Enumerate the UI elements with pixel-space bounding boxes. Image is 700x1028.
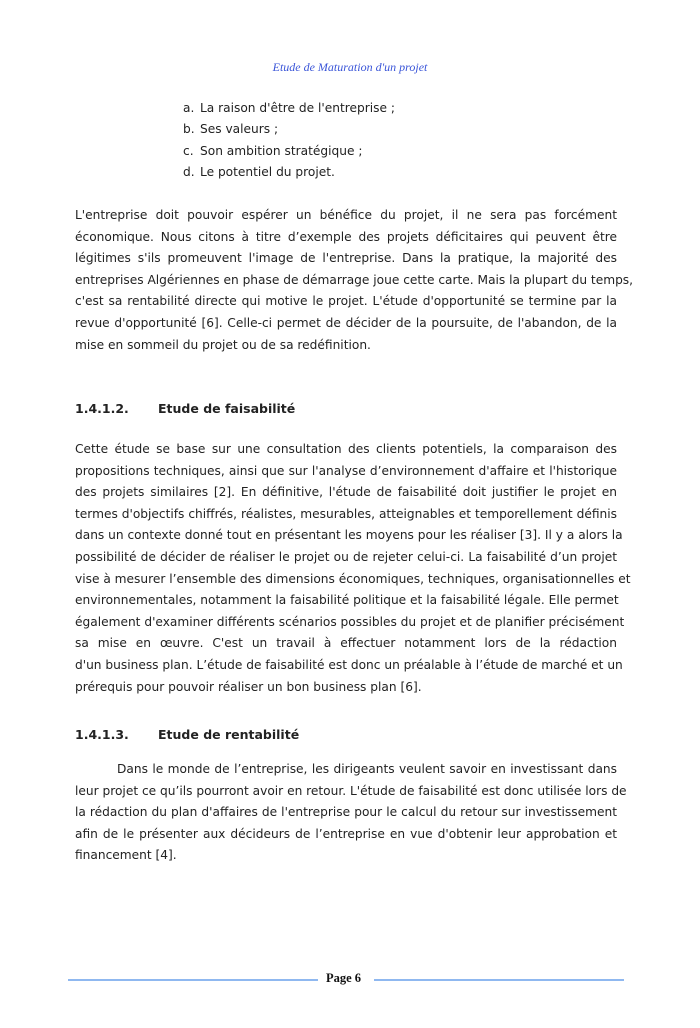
text-line: possibilité de décider de réaliser le projet ou de rejeter celui-ci. La faisabilité d’un projet xyxy=(75,549,617,564)
text-line: propositions techniques, ainsi que sur l'analyse d’environnement d'affaire et l'historique xyxy=(75,463,617,478)
section-number: 1.4.1.2. xyxy=(75,401,129,416)
text-line: la rédaction du plan d'affaires de l'entreprise pour le calcul du retour sur investissement xyxy=(75,805,617,820)
list-item xyxy=(183,119,395,140)
section-number: 1.4.1.3. xyxy=(75,727,129,742)
page-number: Page 6 xyxy=(326,971,362,985)
paragraph-rentabilite xyxy=(75,759,627,867)
text-line: afin de le présenter aux décideurs de l’entreprise en vue d'obtenir leur approbation et xyxy=(75,826,617,841)
text-line: c'est sa rentabilité directe qui motive le projet. L'étude d'opportunité se termine par la xyxy=(75,294,617,309)
list-letter: a. xyxy=(183,101,195,115)
text-line: revue d'opportunité [6]. Celle-ci permet de décider de la poursuite, de l'abandon, de la xyxy=(75,315,617,330)
section-heading-rentabilite xyxy=(75,727,299,742)
text-line: financement [4]. xyxy=(75,848,177,863)
text-line: termes d'objectifs chiffrés, réalistes, mesurables, atteignables et temporellement définis xyxy=(75,506,617,521)
text-line: L'entreprise doit pouvoir espérer un bénéfice du projet, il ne sera pas forcément xyxy=(75,208,617,222)
list-letter: b. xyxy=(183,122,195,137)
text-line: des projets similaires [2]. En définitive, l'étude de faisabilité doit justifier le projet en xyxy=(75,485,617,500)
text-line: Cette étude se base sur une consultation des clients potentiels, la comparaison des xyxy=(75,442,617,456)
text-line: environnementales, notamment la faisabilité politique et la faisabilité légale. Elle permet xyxy=(75,593,619,608)
paragraph-benefice xyxy=(75,205,634,356)
running-header: Etude de Maturation d'un projet xyxy=(272,60,428,74)
text-line: leur projet ce qu’ils pourront avoir en retour. L'étude de faisabilité est donc utilisée lors de xyxy=(75,783,627,798)
list-letter: c. xyxy=(183,143,194,158)
paragraph-faisabilite xyxy=(75,439,631,698)
text-line: d'un business plan. L’étude de faisabilité est donc un préalable à l’étude de marché et un xyxy=(75,657,623,672)
text-line: également d'examiner différents scénarios possibles du projet et de planifier précisément xyxy=(75,614,625,629)
text-line: vise à mesurer l’ensemble des dimensions économiques, techniques, organisationnelles et xyxy=(75,571,631,586)
list-text: La raison d'être de l'entreprise ; xyxy=(200,101,395,115)
list-text: Le potentiel du projet. xyxy=(200,165,335,180)
list-item xyxy=(183,141,395,162)
text-line: économique. Nous citons à titre d’exemple des projets déficitaires qui peuvent être xyxy=(75,229,617,244)
text-line: dans un contexte donné tout en présentant les moyens pour les réaliser [3]. Il y a alors la xyxy=(75,528,623,543)
text-line: entreprises Algériennes en phase de démarrage joue cette carte. Mais la plupart du temps, xyxy=(75,272,634,287)
footer-rule-left xyxy=(68,979,318,981)
list-text: Ses valeurs ; xyxy=(200,122,279,137)
text-line: mise en sommeil du projet ou de sa redéfinition. xyxy=(75,337,371,352)
list-letter: d. xyxy=(183,165,195,180)
page-footer xyxy=(68,971,624,989)
list-text: Son ambition stratégique ; xyxy=(200,143,363,158)
enumerated-list xyxy=(183,98,395,184)
text-line: sa mise en œuvre. C'est un travail à effectuer notamment lors de la rédaction xyxy=(75,636,617,651)
footer-rule-right xyxy=(374,979,624,981)
section-title: Etude de faisabilité xyxy=(158,401,296,416)
section-title: Etude de rentabilité xyxy=(158,727,300,742)
section-heading-faisabilite xyxy=(75,401,295,416)
text-line: prérequis pour pouvoir réaliser un bon business plan [6]. xyxy=(75,679,422,694)
list-item xyxy=(183,162,395,183)
text-line: légitimes s'ils promeuvent l'image de l'entreprise. Dans la pratique, la majorité des xyxy=(75,251,617,266)
list-item xyxy=(183,98,395,119)
text-line: Dans le monde de l’entreprise, les dirigeants veulent savoir en investissant dans xyxy=(117,762,617,776)
